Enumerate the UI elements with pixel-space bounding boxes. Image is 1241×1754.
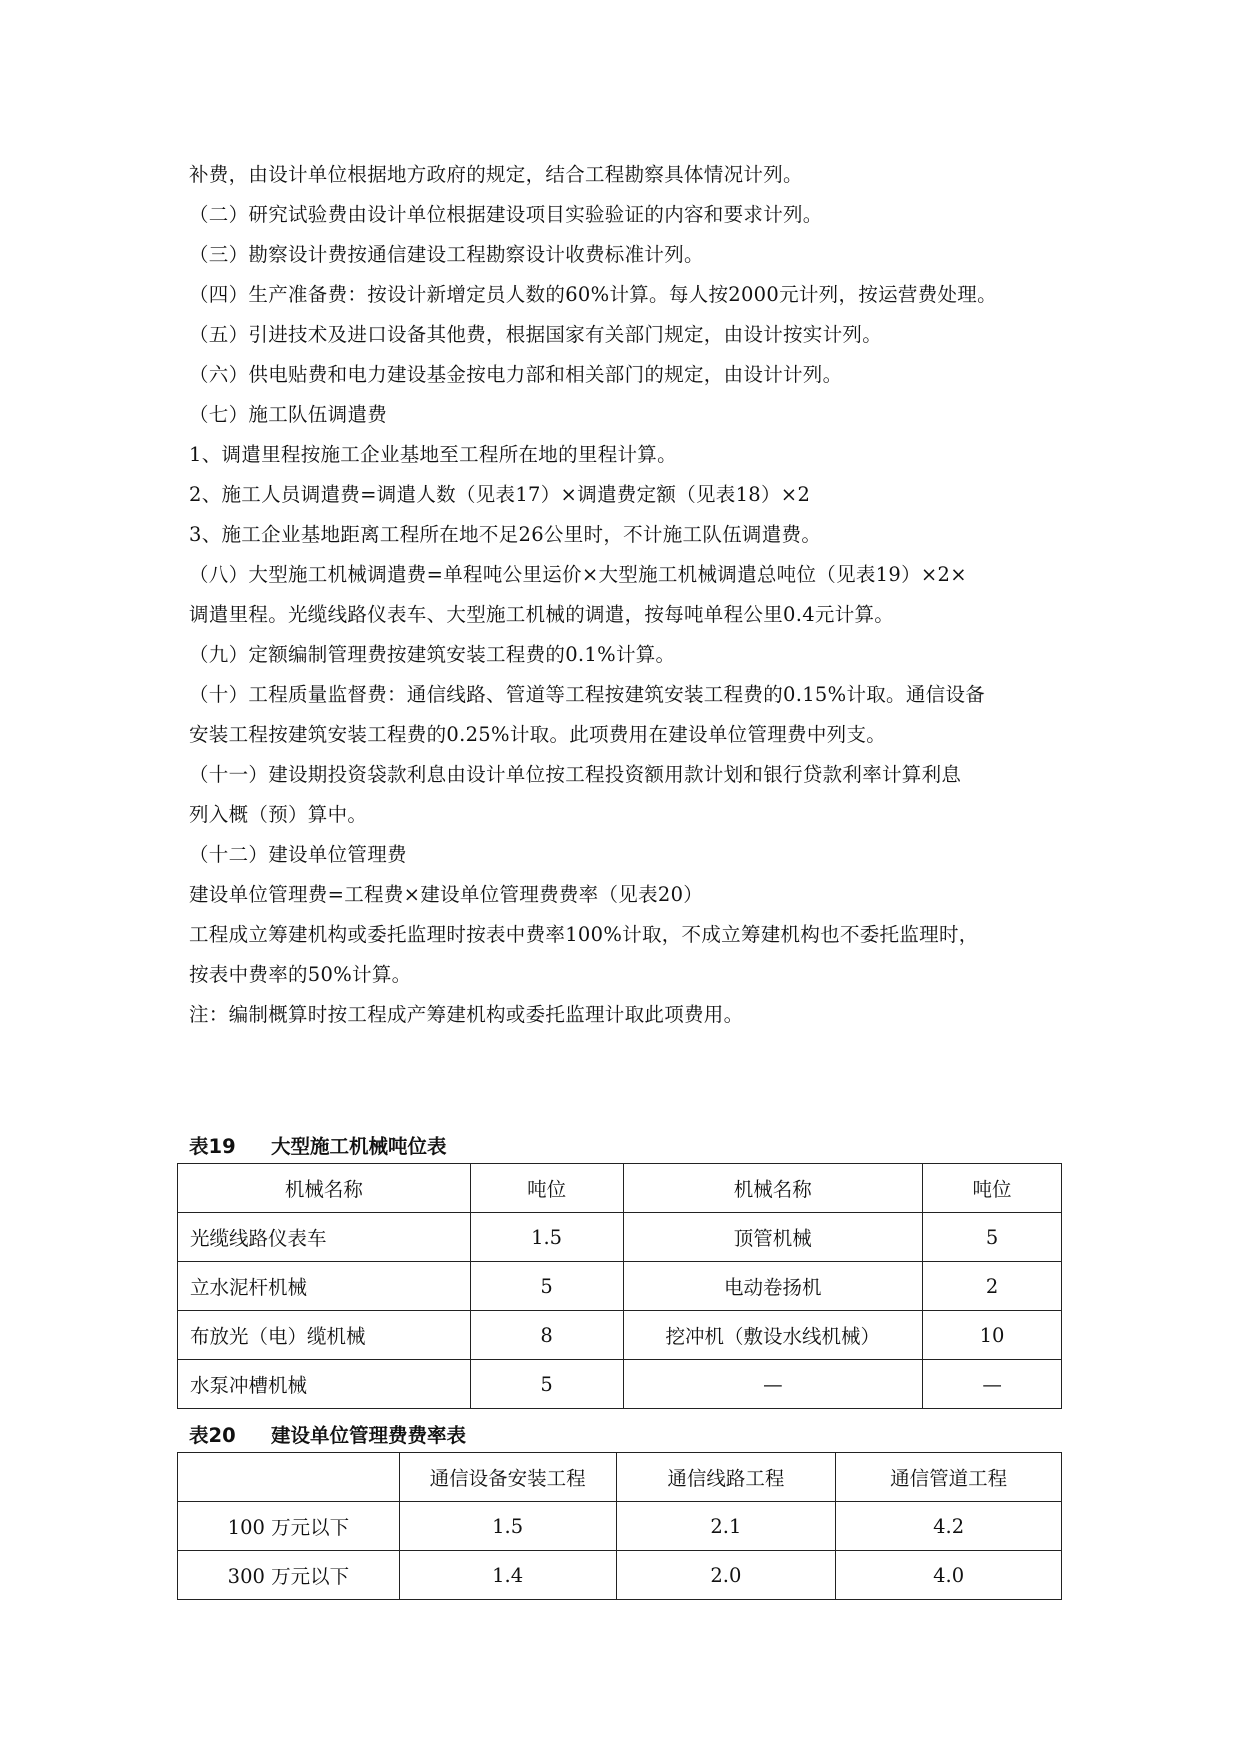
table-row — [178, 1502, 1062, 1551]
table-cell: 1.4 — [399, 1551, 616, 1600]
table-cell: 立水泥杆机械 — [178, 1262, 471, 1311]
table-row — [178, 1311, 1062, 1360]
table-cell: 挖冲机（敷设水线机械） — [623, 1311, 923, 1360]
header-cell: 吨位 — [923, 1164, 1062, 1213]
header-cell: 机械名称 — [623, 1164, 923, 1213]
management-fee-rate-table — [177, 1452, 1062, 1600]
table-row — [178, 1360, 1062, 1409]
table-cell: 2.1 — [616, 1502, 836, 1551]
header-cell: 通信线路工程 — [616, 1453, 836, 1502]
header-cell: 机械名称 — [178, 1164, 471, 1213]
table-cell: 5 — [470, 1360, 623, 1409]
table-cell: 4.0 — [836, 1551, 1062, 1600]
paragraph-line: 补费，由设计单位根据地方政府的规定，结合工程勘察具体情况计列。 — [189, 163, 803, 186]
table-cell: 300 万元以下 — [178, 1551, 400, 1600]
paragraph-line: 3、施工企业基地距离工程所在地不足26公里时，不计施工队伍调遣费。 — [189, 523, 822, 546]
table-cell: 5 — [470, 1262, 623, 1311]
paragraph-line: （八）大型施工机械调遣费=单程吨公里运价×大型施工机械调遣总吨位（见表19）×2× — [189, 563, 967, 586]
table-cell: 电动卷扬机 — [623, 1262, 923, 1311]
table-row — [178, 1551, 1062, 1600]
table19-number: 表19 — [189, 1135, 236, 1158]
table19-caption — [189, 1131, 447, 1159]
paragraph-line: （十一）建设期投资袋款利息由设计单位按工程投资额用款计划和银行贷款利率计算利息 — [189, 763, 962, 786]
paragraph-line: （五）引进技术及进口设备其他费，根据国家有关部门规定，由设计按实计列。 — [189, 323, 883, 346]
paragraph-line: （二）研究试验费由设计单位根据建设项目实验验证的内容和要求计列。 — [189, 203, 823, 226]
paragraph-line: （十二）建设单位管理费 — [189, 843, 407, 866]
header-cell: 通信管道工程 — [836, 1453, 1062, 1502]
table-row — [178, 1213, 1062, 1262]
paragraph-line: 建设单位管理费=工程费×建设单位管理费费率（见表20） — [189, 883, 704, 906]
paragraph-line: 调遣里程。光缆线路仪表车、大型施工机械的调遣，按每吨单程公里0.4元计算。 — [189, 603, 895, 626]
paragraph-line: 1、调遣里程按施工企业基地至工程所在地的里程计算。 — [189, 443, 677, 466]
table-cell: 1.5 — [470, 1213, 623, 1262]
table-cell: 100 万元以下 — [178, 1502, 400, 1551]
paragraph-line: （九）定额编制管理费按建筑安装工程费的0.1%计算。 — [189, 643, 676, 666]
table-cell: 10 — [923, 1311, 1062, 1360]
table-cell: 8 — [470, 1311, 623, 1360]
paragraph-line: （十）工程质量监督费：通信线路、管道等工程按建筑安装工程费的0.15%计取。通信设备 — [189, 683, 986, 706]
paragraph-line: 2、施工人员调遣费=调遣人数（见表17）×调遣费定额（见表18）×2 — [189, 483, 811, 506]
paragraph-line: 安装工程按建筑安装工程费的0.25%计取。此项费用在建设单位管理费中列支。 — [189, 723, 887, 746]
table20-title: 建设单位管理费费率表 — [271, 1424, 467, 1447]
paragraph-line: （三）勘察设计费按通信建设工程勘察设计收费标准计列。 — [189, 243, 704, 266]
table-row — [178, 1262, 1062, 1311]
table20-number: 表20 — [189, 1424, 236, 1447]
header-cell: 通信设备安装工程 — [399, 1453, 616, 1502]
paragraph-line: （七）施工队伍调遣费 — [189, 403, 388, 426]
table-cell: 布放光（电）缆机械 — [178, 1311, 471, 1360]
table-cell: 5 — [923, 1213, 1062, 1262]
table20-caption — [189, 1420, 466, 1448]
machinery-tonnage-table — [177, 1163, 1062, 1409]
header-cell: 吨位 — [470, 1164, 623, 1213]
paragraph-line: 注：编制概算时按工程成产筹建机构或委托监理计取此项费用。 — [189, 1003, 744, 1026]
paragraph-line: 工程成立筹建机构或委托监理时按表中费率100%计取，不成立筹建机构也不委托监理时， — [189, 923, 979, 946]
paragraph-line: （六）供电贴费和电力建设基金按电力部和相关部门的规定，由设计计列。 — [189, 363, 843, 386]
paragraph-line: 按表中费率的50%计算。 — [189, 963, 412, 986]
table-cell: 2.0 — [616, 1551, 836, 1600]
table-header-row — [178, 1453, 1062, 1502]
table-cell: 4.2 — [836, 1502, 1062, 1551]
table-cell: — — [923, 1360, 1062, 1409]
table-cell: 2 — [923, 1262, 1062, 1311]
table-cell: — — [623, 1360, 923, 1409]
table-cell: 水泵冲槽机械 — [178, 1360, 471, 1409]
paragraph-line: （四）生产准备费：按设计新增定员人数的60%计算。每人按2000元计列，按运营费处理。 — [189, 283, 997, 306]
header-cell — [178, 1453, 400, 1502]
table-cell: 顶管机械 — [623, 1213, 923, 1262]
table-cell: 1.5 — [399, 1502, 616, 1551]
table-header-row — [178, 1164, 1062, 1213]
paragraph-line: 列入概（预）算中。 — [189, 803, 368, 826]
table-cell: 光缆线路仪表车 — [178, 1213, 471, 1262]
table19-title: 大型施工机械吨位表 — [271, 1135, 447, 1158]
